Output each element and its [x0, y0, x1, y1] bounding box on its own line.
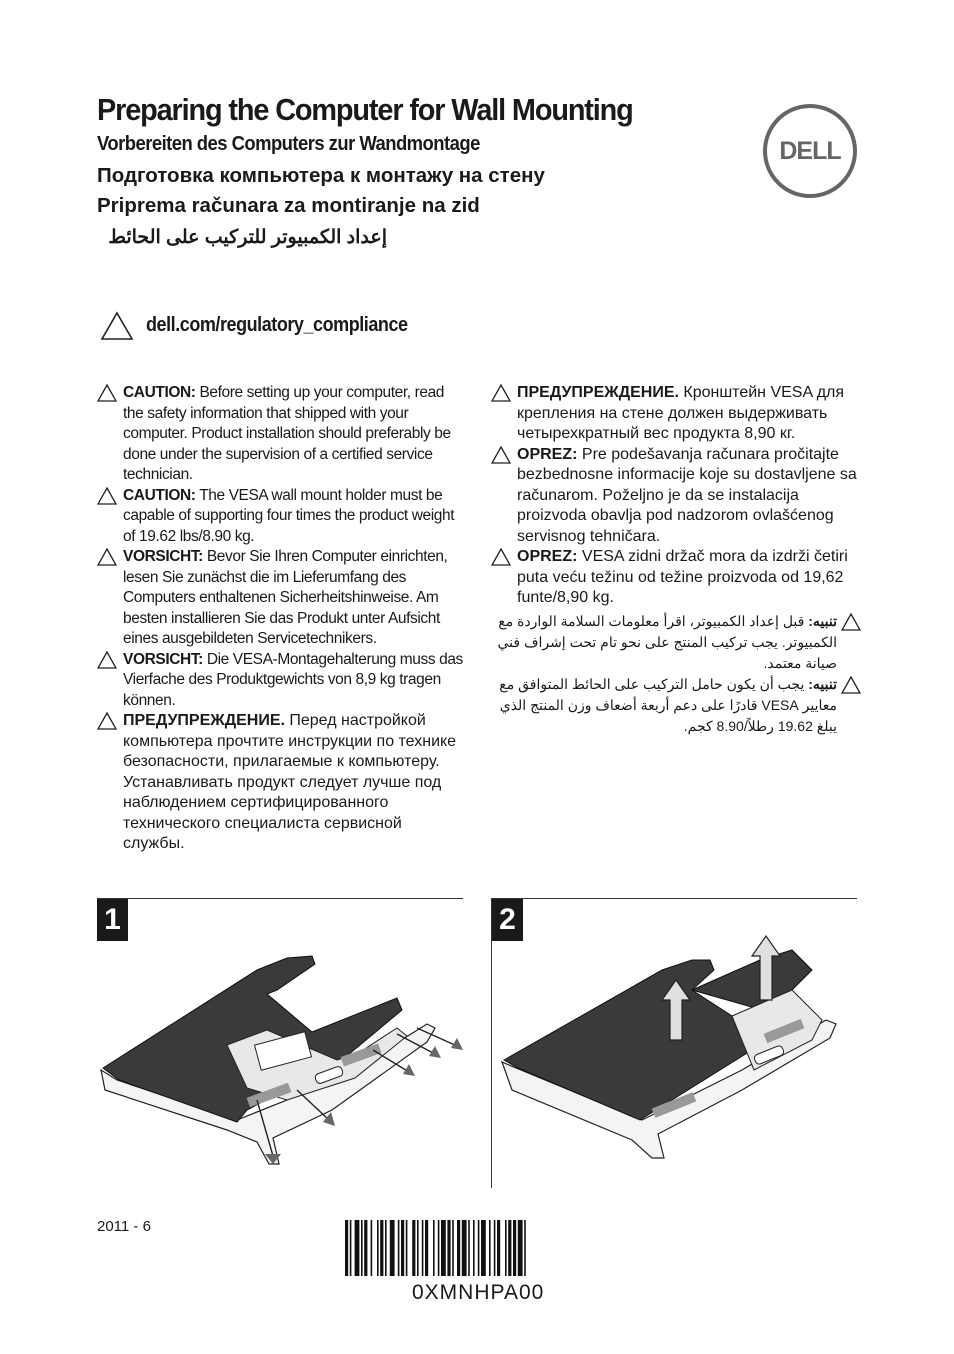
dell-logo-icon — [762, 103, 858, 199]
subtitle-german: Vorbereiten des Computers zur Wandmontage — [97, 132, 480, 155]
caution-triangle-icon — [841, 613, 861, 631]
caution-note-arabic: تنبيه: قبل إعداد الكمبيوتر، اقرأ معلومات السلامة الواردة مع الكمبيوتر. يجب تركيب المنتج على نحو تام تحت إشراف فني صيانة معتمد. — [491, 611, 861, 674]
barcode-text: 0XMNHPA00 — [412, 1281, 545, 1304]
caution-triangle-icon — [491, 446, 511, 464]
caution-triangle-icon — [97, 651, 117, 669]
step-2-illustration — [492, 930, 858, 1180]
caution-triangle-icon — [97, 712, 117, 730]
regulatory-link[interactable]: dell.com/regulatory_compliance — [146, 314, 408, 336]
caution-triangle-icon — [841, 676, 861, 694]
subtitle-serbian: Priprema računara za montiranje na zid — [97, 194, 480, 217]
caution-triangle-icon — [491, 548, 511, 566]
caution-triangle-icon — [491, 384, 511, 402]
caution-triangle-icon — [97, 487, 117, 505]
caution-note: OPREZ: Pre podešavanja računara pročitajte bezbednosne informacije koje su dostavljene sa računarom. Poželjno je da se instalacija proizvoda obavlja pod nadzorom ovlašćenog servisnog tehničara. — [491, 445, 861, 548]
subtitle-russian: Подготовка компьютера к монтажу на стену — [97, 164, 545, 187]
step-1-illustration — [97, 950, 467, 1180]
caution-note: CAUTION: Before setting up your computer, read the safety information that shipped with your computer. Product installation should preferably be done under the supervision of a certified service technician. — [97, 383, 467, 486]
caution-triangle-icon — [97, 384, 117, 402]
step-2-top-divider — [491, 898, 857, 899]
caution-note: ПРЕДУПРЕЖДЕНИЕ. Кронштейн VESA для крепления на стене должен выдерживать четырехкратный вес продукта 8,90 кг. — [491, 383, 861, 445]
page-title: Preparing the Computer for Wall Mounting — [97, 92, 633, 127]
publication-date: 2011 - 6 — [97, 1218, 151, 1235]
step-1-number: 1 — [97, 899, 128, 941]
step-1-divider — [97, 898, 463, 899]
dell-logo-text: DELL — [779, 137, 841, 165]
caution-note: VORSICHT: Bevor Sie Ihren Computer einrichten, lesen Sie zunächst die im Lieferumfang des Computers enthaltenen Sicherheitshinweise. Am besten installieren Sie das Produkt unter Aufsicht eines ausgebildeten Servicetechnikers. — [97, 547, 467, 650]
caution-note: ПРЕДУПРЕЖДЕНИЕ. Перед настройкой компьютера прочтите инструкции по технике безопасности, прилагаемые к компьютеру. Устанавливать продукт следует лучше под наблюдением сертифицированного технического специалиста сервисной службы. — [97, 711, 467, 855]
caution-note: VORSICHT: Die VESA-Montagehalterung muss das Vierfache des Produktgewichts von 8,9 kg tragen können. — [97, 650, 467, 712]
caution-note-arabic: تنبيه: يجب أن يكون حامل التركيب على الحائط المتوافق مع معايير VESA قادرًا على دعم أربعة أضعاف وزن المنتج الذي يبلغ 19.62 رطلاً/8.90 كجم. — [491, 674, 861, 737]
notes-right-column — [491, 383, 861, 737]
step-2-number: 2 — [492, 899, 523, 941]
subtitle-arabic: إعداد الكمبيوتر للتركيب على الحائط — [108, 227, 387, 248]
caution-triangle-icon — [97, 548, 117, 566]
caution-note: CAUTION: The VESA wall mount holder must be capable of supporting four times the product weight of 19.62 lbs/8.90 kg. — [97, 486, 467, 548]
notes-left-column — [97, 383, 467, 855]
caution-note: OPREZ: VESA zidni držač mora da izdrži četiri puta veću težinu od težine proizvoda od 19,62 funte/8,90 kg. — [491, 547, 861, 609]
barcode-icon — [345, 1220, 610, 1276]
warning-triangle-icon — [100, 311, 134, 341]
